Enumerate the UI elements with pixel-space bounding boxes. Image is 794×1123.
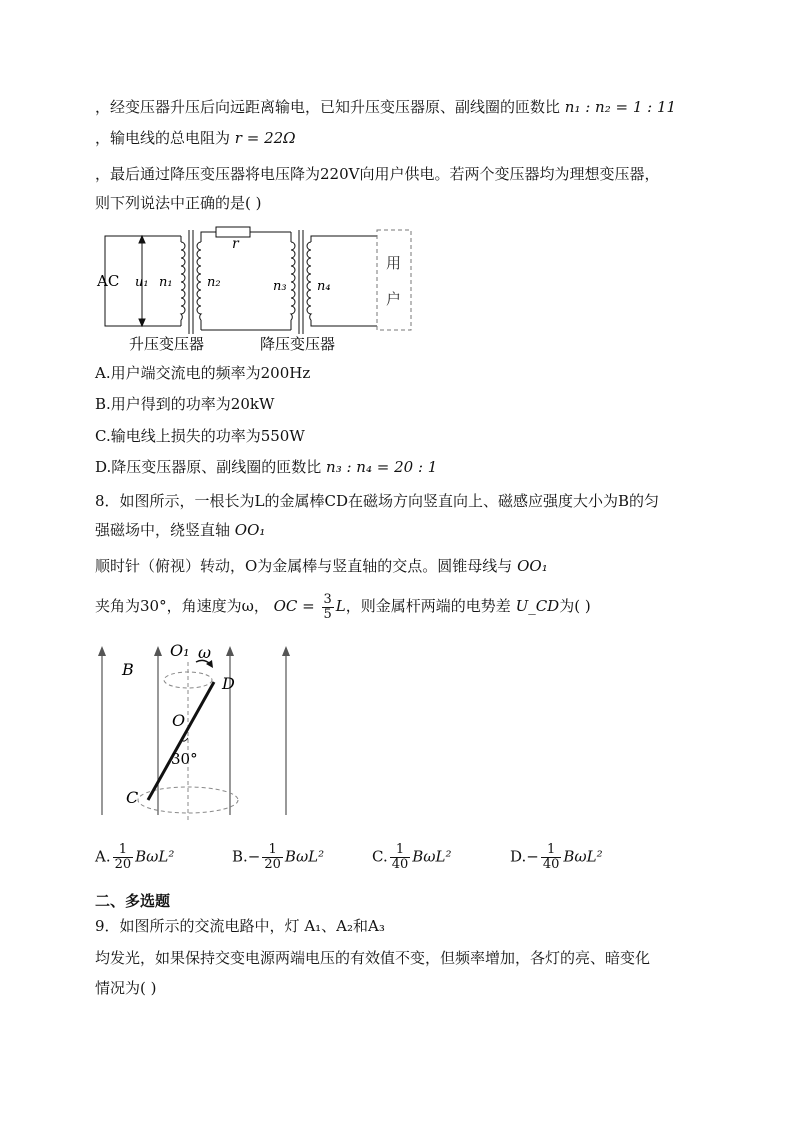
q8-option-c-den: 40 bbox=[391, 857, 409, 872]
q8-option-a-num: 1 bbox=[113, 843, 134, 858]
q8-option-b-tail: BωL² bbox=[284, 847, 325, 866]
q7-line2-text: ，输电线的总电阻为 bbox=[95, 129, 231, 147]
q8-option-a-label: A. bbox=[95, 847, 111, 866]
angle-label: 30° bbox=[171, 750, 198, 768]
q8-option-c-num: 1 bbox=[390, 843, 411, 858]
q8-oc-rhs: L bbox=[335, 597, 346, 615]
q8-oc-den: 5 bbox=[323, 606, 332, 622]
q8-line2-text: 强磁场中，绕竖直轴 bbox=[95, 521, 231, 539]
q8-option-d-label: D. bbox=[510, 847, 527, 866]
q8-option-d-tail: BωL² bbox=[563, 847, 603, 866]
c-label: C bbox=[126, 788, 139, 807]
r-label: r bbox=[232, 236, 239, 252]
q7-line3: ，最后通过降压变压器将电压降为220V向用户供电。若两个变压器均为理想变压器， bbox=[95, 165, 660, 183]
q8-option-a-den: 20 bbox=[114, 857, 132, 872]
n3-label: n₃ bbox=[273, 279, 287, 294]
d-label: D bbox=[222, 674, 235, 693]
q7-option-d-math: n₃ : n₄ = 20 : 1 bbox=[326, 458, 438, 476]
user-char-2: 户 bbox=[386, 290, 402, 308]
q8-option-b-sign: − bbox=[247, 847, 261, 866]
q8-axis-math-2: OO₁ bbox=[517, 557, 548, 575]
q8-option-d-num: 1 bbox=[541, 843, 562, 858]
q7-line1 bbox=[95, 97, 676, 117]
q8-option-b-label: B. bbox=[232, 847, 248, 866]
o-label: O bbox=[172, 711, 186, 730]
q7-line4: 则下列说法中正确的是( ) bbox=[95, 194, 262, 212]
q9-line3: 情况为( ) bbox=[95, 979, 157, 997]
q8-option-b-den: 20 bbox=[264, 857, 281, 872]
step-up-label: 升压变压器 bbox=[129, 335, 205, 353]
q9-lamps-math: A₁、A₂和A₃ bbox=[304, 917, 385, 935]
n1-label: n₁ bbox=[159, 275, 173, 290]
q8-line1: 8．如图所示，一根长为L的金属棒CD在磁场方向竖直向上、磁感应强度大小为B的匀 bbox=[95, 492, 660, 510]
q8-option-c bbox=[372, 843, 452, 872]
q8-option-d bbox=[510, 843, 603, 872]
q8-ucd-math: U_CD bbox=[515, 597, 560, 615]
q8-option-c-frac bbox=[390, 843, 411, 872]
q8-option-c-tail: BωL² bbox=[412, 847, 452, 866]
q7-line2 bbox=[95, 128, 296, 148]
user-char-1: 用 bbox=[386, 254, 402, 272]
q8-oc-fraction bbox=[322, 593, 334, 622]
rotating-rod-diagram bbox=[92, 640, 302, 825]
q8-axis-math: OO₁ bbox=[234, 521, 266, 539]
o1-label: O₁ bbox=[170, 641, 190, 660]
q7-option-b: B.用户得到的功率为20kW bbox=[95, 395, 275, 413]
q8-option-a-tail: BωL² bbox=[135, 847, 175, 866]
q9-line2: 均发光，如果保持交变电源两端电压的有效值不变，但频率增加，各灯的亮、暗变化 bbox=[95, 949, 651, 967]
q8-option-a bbox=[95, 843, 174, 872]
q8-option-d-den: 40 bbox=[542, 857, 560, 872]
q7-ratio-math: n₁ : n₂ = 1 : 11 bbox=[564, 98, 677, 116]
q8-option-d-frac bbox=[541, 843, 562, 872]
q7-line1-text: ，经变压器升压后向远距离输电，已知升压变压器原、副线圈的匝数比 bbox=[95, 98, 561, 116]
q8-line2 bbox=[95, 520, 265, 540]
q8-option-b bbox=[232, 843, 324, 872]
q8-option-b-frac bbox=[262, 843, 283, 872]
q8-oc-num: 3 bbox=[323, 591, 332, 607]
q8-option-a-frac bbox=[113, 843, 134, 872]
n4-label: n₄ bbox=[317, 279, 331, 294]
q8-option-b-num: 1 bbox=[262, 843, 283, 858]
b-label: B bbox=[122, 660, 134, 679]
q8-line4-b: ，则金属杆两端的电势差 bbox=[345, 597, 511, 615]
q8-option-c-label: C. bbox=[372, 847, 388, 866]
u1-label: u₁ bbox=[135, 275, 149, 290]
q9-line1-text: 9．如图所示的交流电路中，灯 bbox=[95, 917, 300, 935]
q8-line3-text: 顺时针（俯视）转动，O为金属棒与竖直轴的交点。圆锥母线与 bbox=[95, 557, 513, 575]
q9-line1 bbox=[95, 916, 385, 936]
q7-option-d bbox=[95, 457, 437, 477]
q7-option-a: A.用户端交流电的频率为200Hz bbox=[95, 364, 311, 382]
q8-line4-c: 为( ) bbox=[559, 597, 591, 615]
transformer-diagram bbox=[95, 222, 425, 357]
step-down-label: 降压变压器 bbox=[260, 335, 336, 353]
q8-line4 bbox=[95, 592, 591, 622]
q8-line3 bbox=[95, 556, 548, 576]
ac-label: AC bbox=[97, 272, 120, 290]
q7-option-d-text: D.降压变压器原、副线圈的匝数比 bbox=[95, 458, 322, 476]
q8-oc-lhs: OC = bbox=[273, 597, 315, 615]
q7-option-c: C.输电线上损失的功率为550W bbox=[95, 427, 305, 445]
q8-line4-a: 夹角为30°，角速度为ω， bbox=[95, 597, 269, 615]
omega-label: ω bbox=[198, 643, 212, 662]
q8-option-d-sign: − bbox=[526, 847, 539, 866]
q7-resistance-math: r = 22Ω bbox=[234, 129, 296, 147]
n2-label: n₂ bbox=[207, 275, 221, 290]
section-heading-multi-choice: 二、多选题 bbox=[95, 892, 171, 910]
